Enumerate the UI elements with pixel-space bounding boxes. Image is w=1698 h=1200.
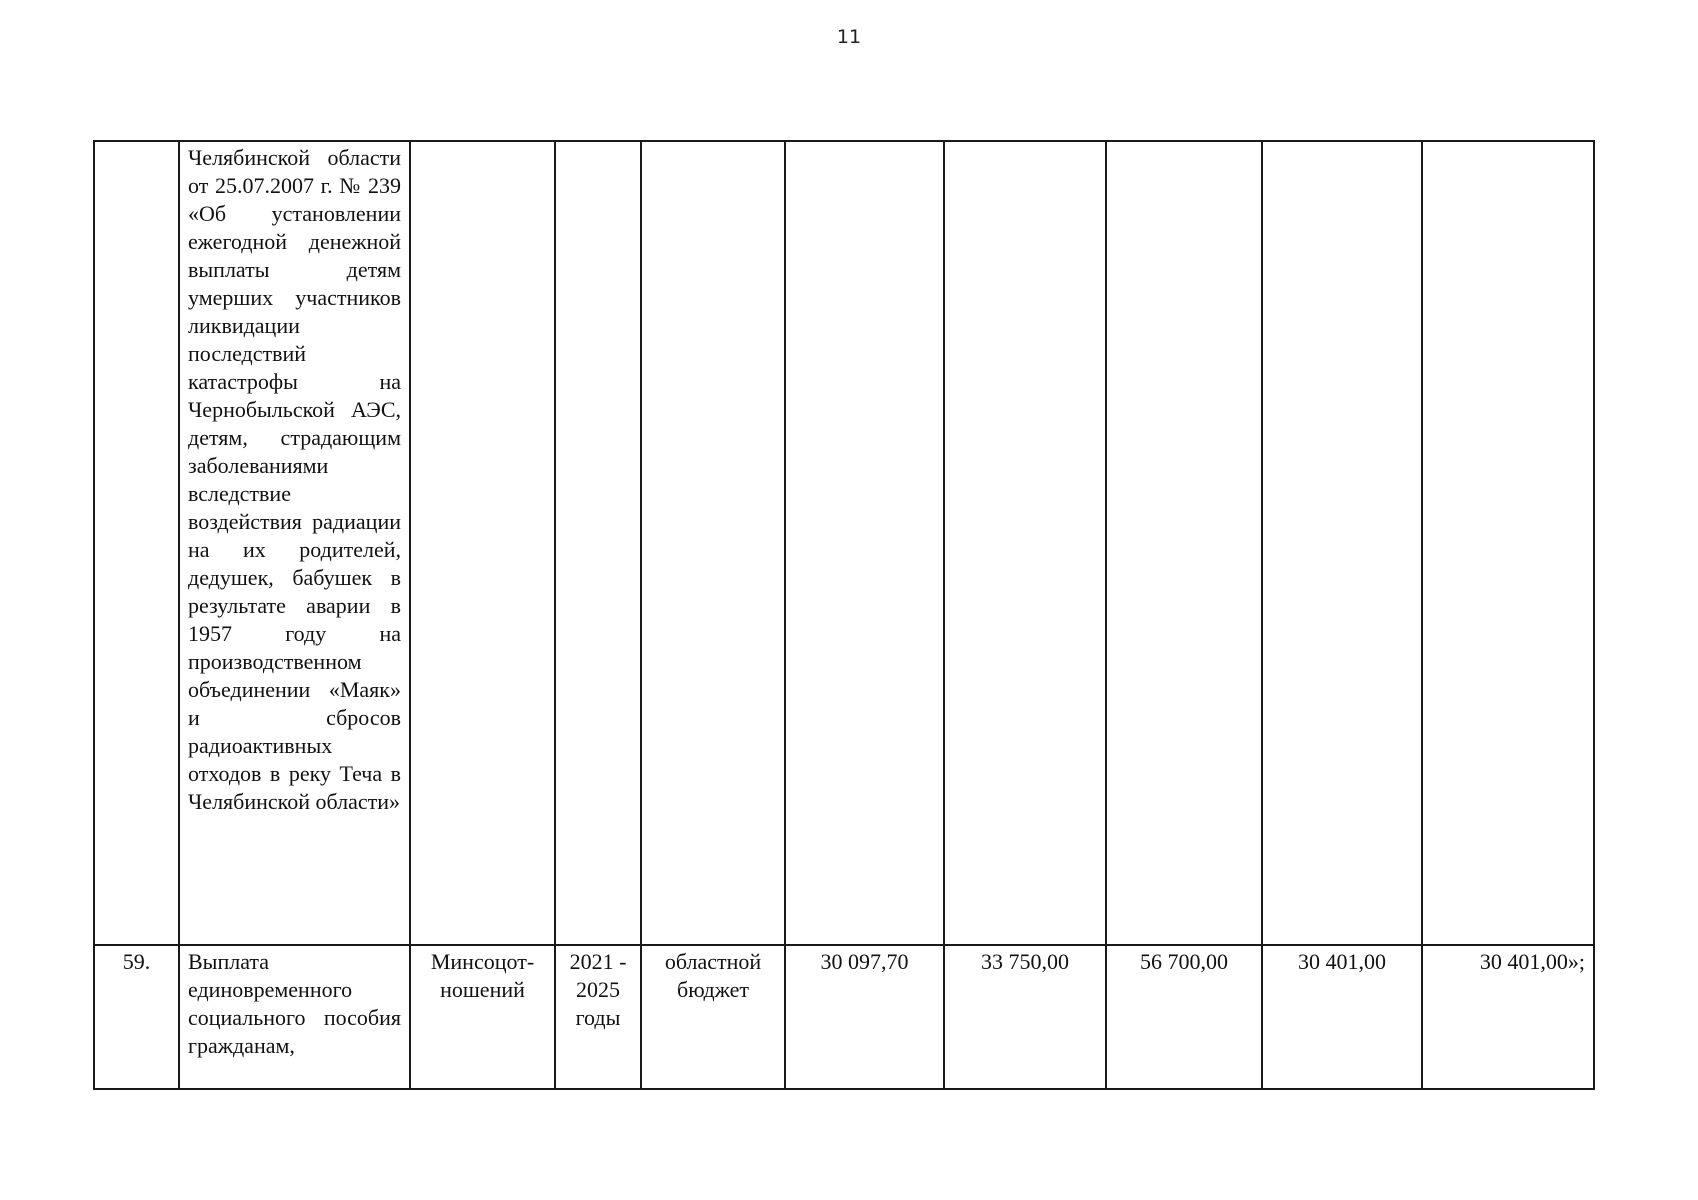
cell-period [555, 141, 641, 945]
cell-amount-5 [1422, 141, 1594, 945]
description-text: Выплата единовременного социального пособия гражданам, [188, 949, 401, 1058]
cell-period: 2021 - 2025 годы [555, 945, 641, 1089]
cell-amount-3 [1106, 141, 1262, 945]
cell-description [179, 141, 410, 945]
cell-number [94, 141, 179, 945]
cell-responsible: Минсоцот-ношений [410, 945, 555, 1089]
page-number: 11 [836, 26, 862, 48]
cell-source [641, 141, 785, 945]
cell-source: областной бюджет [641, 945, 785, 1089]
program-measures-table [93, 140, 1595, 1090]
cell-amount-4 [1262, 141, 1422, 945]
cell-amount-3: 56 700,00 [1106, 945, 1262, 1089]
table-row-59 [94, 945, 1594, 1089]
cell-amount-1: 30 097,70 [785, 945, 944, 1089]
description-text: Челябинской области от 25.07.2007 г. № 239 «Об установлении ежегодной денежной выплаты детям умерших участников ликвидации последствий катастрофы на Чернобыльской АЭС, детям, страдающим заболеваниями вследствие воздействия радиации на их родителей, дедушек, бабушек в результате аварии в 1957 году на производственном объединении «Маяк» и сбросов радиоактивных отходов в реку Теча в Челябинской области» [188, 145, 401, 814]
cell-amount-4: 30 401,00 [1262, 945, 1422, 1089]
table-row-continued [94, 141, 1594, 945]
cell-responsible [410, 141, 555, 945]
cell-amount-2: 33 750,00 [944, 945, 1106, 1089]
cell-amount-1 [785, 141, 944, 945]
cell-amount-5: 30 401,00»; [1422, 945, 1594, 1089]
cell-amount-2 [944, 141, 1106, 945]
cell-description [179, 945, 410, 1089]
cell-number: 59. [94, 945, 179, 1089]
